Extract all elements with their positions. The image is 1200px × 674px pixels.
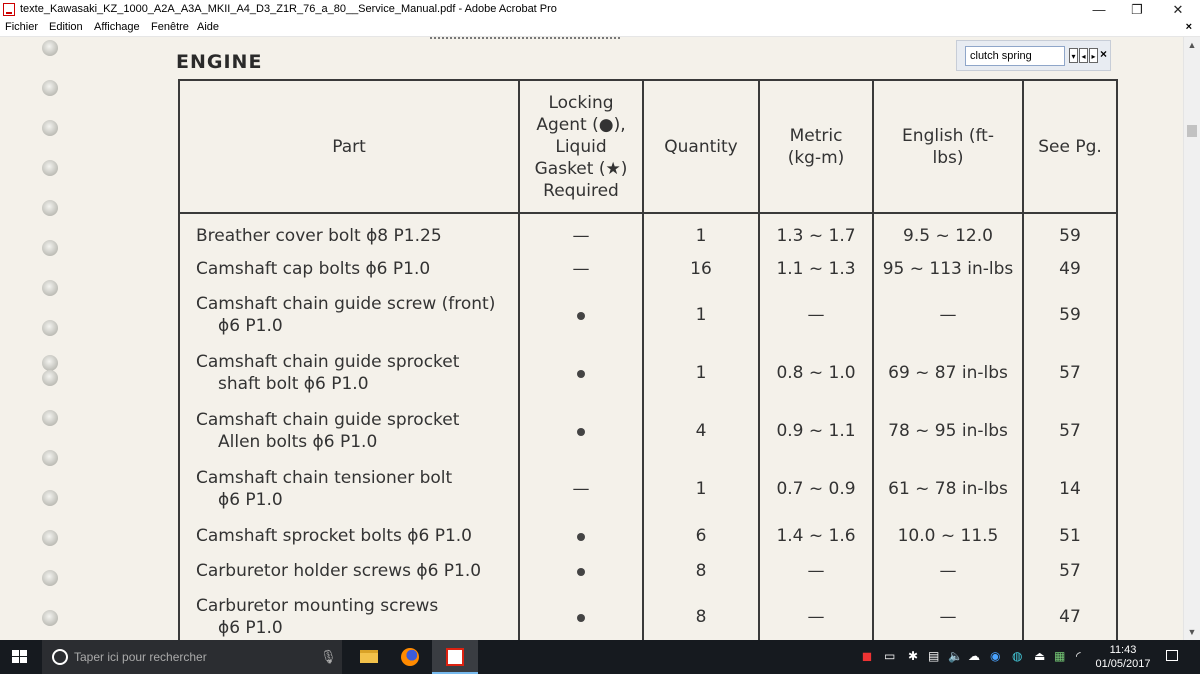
binder-hole [42,410,58,426]
binder-hole [42,280,58,296]
cell-quantity: 8 [643,588,759,640]
part-name-line: ϕ6 P1.0 [218,490,283,510]
binder-hole [42,40,58,56]
cell-part [179,553,519,588]
cell-see-page: 14 [1023,460,1117,518]
table-body [179,213,1117,640]
scroll-down-arrow-icon[interactable]: ▼ [1187,627,1197,637]
header-quantity: Quantity [643,80,759,213]
cell-quantity: 4 [643,402,759,460]
cell-english: — [873,286,1023,344]
cell-locking-agent [519,518,643,553]
cell-see-page: 51 [1023,518,1117,553]
find-previous-button[interactable]: ◂ [1079,48,1088,63]
page-top-fragment [430,37,620,42]
locking-agent-dot-icon [577,568,585,576]
keyboard-tray-icon[interactable]: ▤ [928,649,940,663]
find-options-dropdown[interactable]: ▾ [1069,48,1078,63]
binder-hole [42,530,58,546]
torque-table-wrapper [178,79,1118,640]
cell-quantity: 1 [643,344,759,402]
header-locking-agent: Locking Agent (●), Liquid Gasket (★) Required [519,80,643,213]
binder-hole [42,570,58,586]
antivirus-tray-icon[interactable]: ◼ [862,649,872,663]
bluetooth-tray-icon[interactable]: ✱ [908,649,919,663]
firefox-taskbar-icon[interactable] [388,640,434,674]
usb-tray-icon[interactable]: ⏏ [1034,649,1046,663]
cell-locking-agent [519,213,643,251]
cell-metric: — [759,286,873,344]
table-row [179,213,1117,251]
dropbox-tray-icon[interactable]: ◉ [990,649,1001,663]
vertical-scrollbar[interactable] [1183,37,1200,640]
cell-metric: 0.9 ~ 1.1 [759,402,873,460]
find-input[interactable] [965,46,1065,66]
cell-english: — [873,588,1023,640]
cell-part [179,286,519,344]
binder-hole [42,320,58,336]
part-name-line: Camshaft sprocket bolts ϕ6 P1.0 [196,525,472,546]
clock-date: 01/05/2017 [1095,658,1151,670]
cell-quantity: 8 [643,553,759,588]
table-row [179,251,1117,286]
part-name-line: Camshaft chain guide sprocket [196,410,460,430]
part-name-line: Camshaft cap bolts ϕ6 P1.0 [196,258,431,279]
cell-see-page: 57 [1023,553,1117,588]
cell-part [179,213,519,251]
taskbar-search-placeholder: Taper ici pour rechercher [74,650,207,664]
menu-edition[interactable]: Edition [49,21,83,33]
minimize-button[interactable]: — [1092,2,1106,17]
cell-quantity: 16 [643,251,759,286]
locking-agent-dot-icon [577,614,585,622]
microphone-icon[interactable]: 🎙 [320,649,337,664]
find-toolbar [956,40,1111,71]
scroll-up-arrow-icon[interactable]: ▲ [1187,40,1197,50]
part-name-line: ϕ6 P1.0 [218,316,283,336]
wifi-tray-icon[interactable]: ◜ [1076,649,1081,663]
cell-part [179,402,519,460]
cell-metric: 1.1 ~ 1.3 [759,251,873,286]
cell-part [179,460,519,518]
cell-metric: — [759,588,873,640]
menu-fichier[interactable]: Fichier [5,21,39,33]
cell-locking-agent [519,460,643,518]
cell-see-page: 49 [1023,251,1117,286]
taskbar-clock[interactable] [1094,643,1152,671]
header-metric: Metric (kg-m) [759,80,873,213]
cell-metric: 1.3 ~ 1.7 [759,213,873,251]
cell-quantity: 1 [643,286,759,344]
cell-locking-agent [519,344,643,402]
cell-locking-agent [519,402,643,460]
clock-time: 11:43 [1109,644,1137,656]
cell-metric: 0.7 ~ 0.9 [759,460,873,518]
binder-hole [42,370,58,386]
table-row [179,460,1117,518]
locking-agent-value: — [572,225,590,246]
part-name-line: shaft bolt ϕ6 P1.0 [218,374,369,394]
acrobat-pdf-icon [3,3,15,16]
locking-agent-value: — [572,479,590,499]
cell-english: 61 ~ 78 in-lbs [873,460,1023,518]
cell-locking-agent [519,553,643,588]
binder-hole [42,200,58,216]
part-name-line: Allen bolts ϕ6 P1.0 [218,432,378,452]
cell-english: 9.5 ~ 12.0 [873,213,1023,251]
part-name-line: Camshaft chain guide sprocket [196,352,460,372]
locking-agent-dot-icon [577,370,585,378]
part-name-line: Camshaft chain guide screw (front) [196,294,496,314]
binder-hole [42,450,58,466]
cell-english: 78 ~ 95 in-lbs [873,402,1023,460]
acrobat-taskbar-icon[interactable] [432,640,478,674]
locking-agent-value: — [572,258,590,279]
taskbar-search-box[interactable] [42,640,342,674]
part-name-line: Carburetor holder screws ϕ6 P1.0 [196,560,482,581]
cell-quantity: 1 [643,213,759,251]
windows-start-icon[interactable] [12,650,28,664]
menu-aide[interactable]: Aide [197,21,220,33]
table-row [179,286,1117,344]
binder-hole [42,160,58,176]
onedrive-tray-icon[interactable]: ☁ [968,649,980,663]
cell-quantity: 1 [643,460,759,518]
cell-metric: 0.8 ~ 1.0 [759,344,873,402]
cell-english: — [873,553,1023,588]
binder-hole [42,610,58,626]
locking-agent-dot-icon [577,428,585,436]
header-part: Part [179,80,519,213]
locking-agent-dot-icon [577,312,585,320]
volume-tray-icon[interactable]: 🔈 [948,649,963,663]
cell-metric: — [759,553,873,588]
cell-english: 95 ~ 113 in-lbs [873,251,1023,286]
part-name-line: Carburetor mounting screws [196,596,439,616]
part-name-line: Camshaft chain tensioner bolt [196,468,453,488]
cortana-icon [52,649,68,665]
cell-part [179,518,519,553]
find-close-button[interactable]: × [1100,47,1108,61]
cell-english: 10.0 ~ 11.5 [873,518,1023,553]
battery-tray-icon[interactable]: ▭ [884,649,896,663]
scrollbar-thumb[interactable] [1187,125,1197,137]
cell-english: 69 ~ 87 in-lbs [873,344,1023,402]
cell-see-page: 57 [1023,344,1117,402]
part-name-line: Breather cover bolt ϕ8 P1.25 [196,225,442,246]
cell-quantity: 6 [643,518,759,553]
network-adapter-tray-icon[interactable]: ▦ [1054,649,1066,663]
close-document-button[interactable]: × [1185,21,1192,33]
window-title: texte_Kawasaki_KZ_1000_A2A_A3A_MKII_A4_D3_Z1R_76_a_80__Service_Manual.pdf - Adobe Acrobat Pro [20,3,557,15]
cell-part [179,344,519,402]
chrome-tray-icon[interactable]: ◍ [1012,649,1023,663]
binder-hole [42,120,58,136]
menu-affichage[interactable]: Affichage [94,21,140,33]
notification-center-icon[interactable] [1166,650,1178,661]
header-see-page: See Pg. [1023,80,1117,213]
cell-see-page: 47 [1023,588,1117,640]
cell-metric: 1.4 ~ 1.6 [759,518,873,553]
header-english: English (ft-lbs) [873,80,1023,213]
table-row [179,588,1117,640]
part-name-line: ϕ6 P1.0 [218,618,283,638]
table-row [179,553,1117,588]
menu-fenetre[interactable]: Fenêtre [151,21,189,33]
table-row [179,518,1117,553]
torque-table [178,79,1118,640]
title-bar [0,0,1200,20]
cell-locking-agent [519,588,643,640]
table-row [179,402,1117,460]
table-header-row [179,80,1117,213]
find-next-button[interactable]: ▸ [1089,48,1098,63]
binder-hole [42,240,58,256]
file-explorer-taskbar-icon[interactable] [346,640,392,674]
section-title: ENGINE [176,51,263,73]
windows-taskbar [0,640,1200,674]
binder-hole [42,80,58,96]
cell-see-page: 59 [1023,213,1117,251]
cell-locking-agent [519,251,643,286]
table-row [179,344,1117,402]
cell-part [179,588,519,640]
binder-hole [42,355,58,371]
binder-hole [42,490,58,506]
cell-see-page: 59 [1023,286,1117,344]
cell-part [179,251,519,286]
document-view[interactable] [0,37,1183,640]
close-button[interactable]: ✕ [1172,2,1184,17]
menu-bar [0,20,1200,37]
locking-agent-dot-icon [577,533,585,541]
cell-see-page: 57 [1023,402,1117,460]
restore-button[interactable]: ❐ [1131,2,1143,17]
cell-locking-agent [519,286,643,344]
